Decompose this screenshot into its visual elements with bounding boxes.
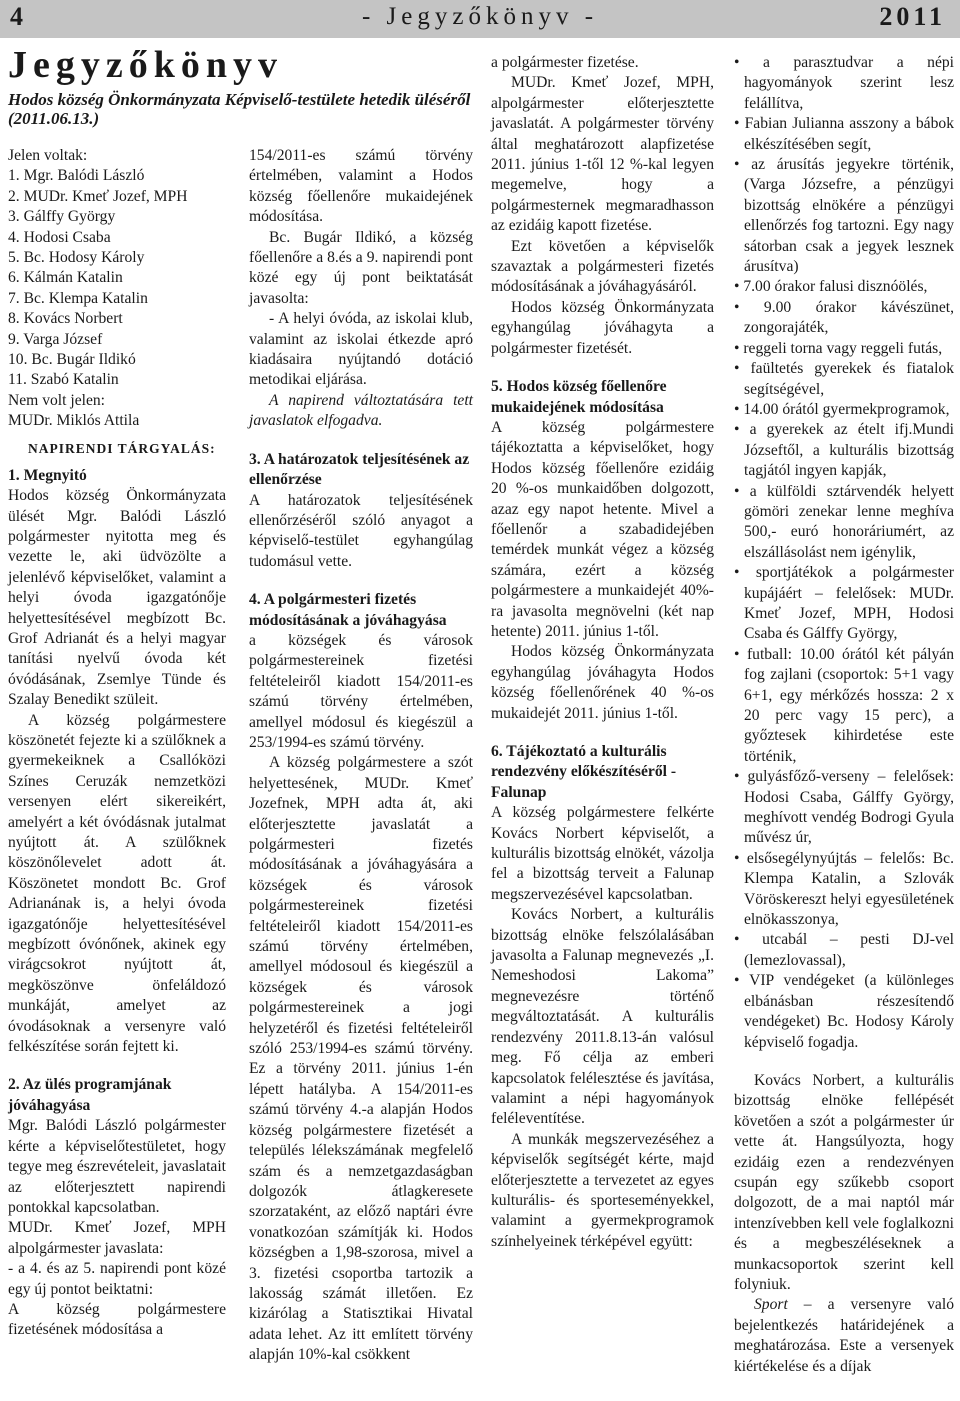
attendee: 1. Mgr. Balódi László [8,167,145,185]
paragraph: A község polgármestere köszönetét fejezte ki a szülőknek a gyermekeiknek a Csallóközi Színes Ceruzák nemzetközi versenyen elért sikereikért, amelyért a két óvódásnak jutalmat nyújtott át. A szülőknek köszönőlevelet adott át. Köszönetet mondott Bc. Grof Adrianának is, a helyi óvoda igazgatónője helyettesítésével megbízott óvónőnek, akinek egy virágcsokrot nyújtott át, megköszönve önfeláldozó munkáját, amelyet az óvodásoknak a versenyre való felkészítése során fejtett ki. [8,711,226,1056]
present-label: Jelen voltak: [8,147,88,164]
paragraph: A község polgármestere fizetésének módosítása a [8,1300,226,1339]
masthead [8,44,478,128]
attendee: 4. Hodosi Csaba [8,228,111,246]
paragraph: MUDr. Kmeť Jozef, MPH, alpolgármester előterjesztette javaslatát. A polgármester törvény által meghatározott alapfizetése 2011. június 1-től 12 %-kal legyen megemelve, hogy a polgármesternek megmaradhasson az ezidáig kapott fizetése. [491,74,714,235]
agenda-label: NAPIRENDI TÁRGYALÁS: [28,440,216,456]
column-2 [249,146,473,1366]
paragraph: - a 4. és az 5. napirendi pont közé egy új pontot beiktatni: [8,1260,226,1298]
section-5-heading: 5. Hodos község főellenőre mukaidejének módosítása [491,378,667,416]
program-item: • futball: 10.00 órától két pályán fog zajlani (csoportok: 5+1 vagy 6+1, egy mérkőzés hossza: 2 x 20 perc vagy 15 perc), a győztesek kihirdetése este történik, [734,645,954,767]
section-3-heading: 3. A határozatok teljesítésének az ellenőrzése [249,450,470,489]
program-item: • utcabál – pesti DJ-vel (lemezlovassal), [734,930,954,971]
paragraph: a községek és városok polgármestereinek fizetési feltételeiről kiadott 154/2011-es számú törvény értelmében, amellyel módosul és kiegészül a 253/1994-es számú törvény. [249,631,473,751]
sport-text: – a versenyre való bejelentkezés határidejének a meghatározása. Este a versenyek kiértékelése és a díjak [734,1296,954,1375]
paragraph: A község polgármestere a szót helyettesének, MUDr. Kmeť Jozefnek, MPH adta át, aki előterjesztette javaslatát a polgármesteri fizetés módosításának a jóváhagyására a községek és városok polgármestereinek fizetési feltételeiről kiadott 154/2011-es számú törvény értelmében, amellyel módosoul és kiegészül a községek és városok polgármestereinek a jogi helyzetéről és fizetési feltételeiről szóló 253/1994-es számú törvény. Ez a törvény 2011. június 1-én lépett hatályba. A 154/2011-es számú törvény 4.-a alapján Hodos község polgármestere fizetését a település lélekszámának megfelelő szám és a nemzetgazdaságban dolgozók átlagkeresete szorzataként, az előző naptári évre vonatkozóan számítják ki. Hodos községben a 1,98-szorosa, mivel a 3. fizetési csoportba tartozik a lakosság számát illetően. Ez kizárólag a Statisztikai Hivatal adata lehet. Az itt említett törvény alapján 10%-kal csökkent [249,754,473,1364]
paragraph: Hodos község Önkormányzata egyhangúlag jóváhagyta a polgármester fizetését. [491,298,714,357]
section-2-heading: 2. Az ülés programjának jóváhagyása [8,1076,172,1114]
paragraph: Hodos község Önkormányzata egyhangúlag jóváhagyta Hodos község főellenőrének 40 %-os mukaidejét 2011. június 1-től. [491,643,714,722]
program-item: • 7.00 órakor falusi disznóölés, [734,277,954,297]
column-3 [491,53,714,1252]
attendee: 10. Bc. Bugár Ildikó [8,351,136,369]
program-item: • az árusítás jegyekre történik, (Varga Józsefre, a pénzügyi bizottság elnökére a pénzügyi ellenőrzés fog tartozni. Egy nagy sátorban csak a jegyek lesznek árusítva) [734,155,954,277]
program-item: • a külföldi sztárvendék helyett gömöri zenekar lenne meghíva 500,- euró honoráriumért, az elszállásolást nem igénylik, [734,482,954,564]
page-header [0,0,960,38]
section-1-heading: 1. Megnyitó [8,466,87,484]
paragraph: - A helyi óvóda, az iskolai klub, valamint az iskolai étkezde apró kiadásaira nyújtandó dotáció metodikai eljárása. [249,310,473,389]
program-item: • a parasztudvar a népi hagyományok szerint lesz felállítva, [734,53,954,114]
paragraph: Bc. Bugár Ildikó, a község főellenőre a 8.és a 9. napirendi pont közé egy új pont beiktatását javasolta: [249,228,473,307]
attendee: 11. Szabó Katalin [8,371,119,389]
document-subtitle: Hodos község Önkormányzata Képviselő-testülete hetedik üléséről (2011.06.13.) [8,90,471,128]
paragraph: Kovács Norbert, a kulturális bizottság elnöke felszólalásában javasolta a Falunap megnevezés „I. Nemeshodosi Lakoma” megnevezésre történő megváltoztatását. A kulturális rendezvény 2011.8.13-án valósul meg. Fő célja az emberi kapcsolatok felélesztése és javítása, valamint a népi hagyományok feléleventítése. [491,906,714,1128]
program-item: • 9.00 órakor kávészünet, zongorajáték, [734,298,954,339]
attendee: 8. Kovács Norbert [8,310,123,328]
sport-label: Sport [754,1296,788,1314]
paragraph: A község polgármestere felkérte Kovács Norbert képviselőt, a kulturális bizottság elnökét, vázolja fel a bizottság terveit a Falunap megszervezésével kapcsolatban. [491,804,714,903]
attendance-list [8,146,226,432]
program-item: • gulyásfőző-verseny – felelősek: Hodosi Csaba, Gálffy György, meghívott vendég Bodrogi Gyula művész úr, [734,767,954,849]
section-4-heading: 4. A polgármesteri fizetés módosításának a jóváhagyása [249,591,447,629]
program-item: • reggeli torna vagy reggeli futás, [734,339,954,359]
absent-member: MUDr. Miklós Attila [8,412,140,430]
paragraph: Hodos község Önkormányzata ülését Mgr. Balódi László polgármester nyitotta meg és vezette le, aki üdvözölte a jelenlévő képviselőket, valamint a helyi óvoda igazgatónője helyettesítésével megbízott Bc. Grof Adrianát és a helyi magyar tanítási nyelvű óvoda két óvódásának, Zsemlye Tünde és Szalay Benedikt szüleit. [8,487,226,709]
column-4 [734,53,954,1377]
program-item: • VIP vendégeket (a különleges elbánásban részesítendő vendégeket) Bc. Hodosy Károly képviselő fogadja. [734,971,954,1053]
program-item: • sportjátékok a polgármester kupájáért – felelősek: MUDr. Kmeť Jozef, MPH, Hodosi Csaba és Gálffy György, [734,563,954,645]
paragraph: Ezt követően a képviselők szavaztak a polgármesteri fizetés módosításának a jóváhagyásáról. [491,237,714,296]
paragraph: MUDr. Kmeť Jozef, MPH alpolgármester javaslata: [8,1219,226,1257]
program-item: • a gyerekek az ételt ifj.Mundi Józseftől, a kulturális bizottság tagjától ingyen kapják, [734,420,954,481]
paragraph [734,1295,954,1377]
page-number: 4 [10,2,23,31]
header-year: 2011 [879,2,946,31]
attendee: 9. Varga József [8,330,103,348]
italic-note: A napirend változtatására tett javaslatok elfogadva. [249,391,473,430]
attendee: 6. Kálmán Katalin [8,269,123,287]
attendee: 2. MUDr. Kmeť Jozef, MPH [8,187,188,205]
paragraph: Mgr. Balódi László polgármester kérte a képviselőtestületet, hogy tegye meg észrevételeit, javaslatait az előterjesztett napirendi pontokkal kapcsolatban. [8,1117,226,1216]
paragraph: A munkák megszervezéséhez a képviselők segítségét kérte, majd előterjesztette a tervezetet az egyes kulturális- és sporteseményekkel, valamint a gyermekprogramok színhelyeinek térképével együtt: [491,1130,714,1250]
program-item: • faültetés gyerekek és fiatalok segítségével, [734,359,954,400]
attendee: 7. Bc. Klempa Katalin [8,289,148,307]
attendee: 3. Gálffy György [8,208,116,226]
paragraph: a polgármester fizetése. [491,54,639,71]
attendee: 5. Bc. Hodosy Károly [8,249,145,267]
program-item: • 14.00 órától gyermekprogramok, [734,400,954,420]
paragraph: Kovács Norbert, a kulturális bizottság elnöke fellépését követően a szót a polgármester úr vette át. Hangsúlyozta, hogy ezidáig ezen a rendezvényen csupán egy szűkebb csoport dolgozott, de a mai naptól már intenzívebben kell vele foglalkozni és a megbeszéléseknek a munkacsoportok szerint kell folyniuk. [734,1071,954,1293]
column-1 [8,146,226,1341]
header-title: - Jegyzőkönyv - [361,3,599,30]
paragraph: 154/2011-es számú törvény értelmében, valamint a Hodos község főellenőre mukaidejének módosítása. [249,147,473,226]
document-title: Jegyzőkönyv [8,44,283,86]
absent-label: Nem volt jelen: [8,391,106,409]
program-item: • elsősegélynyújtás – felelős: Bc. Klempa Katalin, a Szlovák Vöröskereszt helyi egyesületének elnökasszonya, [734,849,954,931]
paragraph: A határozatok teljesítésének ellenőrzéséről szóló anyagot a képviselő-testület egyhangúlag tudomásul vette. [249,491,473,570]
section-6-heading: 6. Tájékoztató a kulturális rendezvény előkészítéséről - Falunap [491,743,677,801]
paragraph: A község polgármestere tájékoztatta a képviselőket, hogy Hodos község főellenőre ezidáig 20 %-os munkaidőben dolgozott, azaz egy napot hetente. Mivel a főellenőr a szabadidejében temérdek munkát végez a község számára, ezért a község polgármestere a munkaidejét 40%-ra javasolta megnövelni (két nap hetente) 2011. június 1-től. [491,418,714,640]
program-item: • Fabian Julianna asszony a bábok elkészítésében segít, [734,114,954,155]
